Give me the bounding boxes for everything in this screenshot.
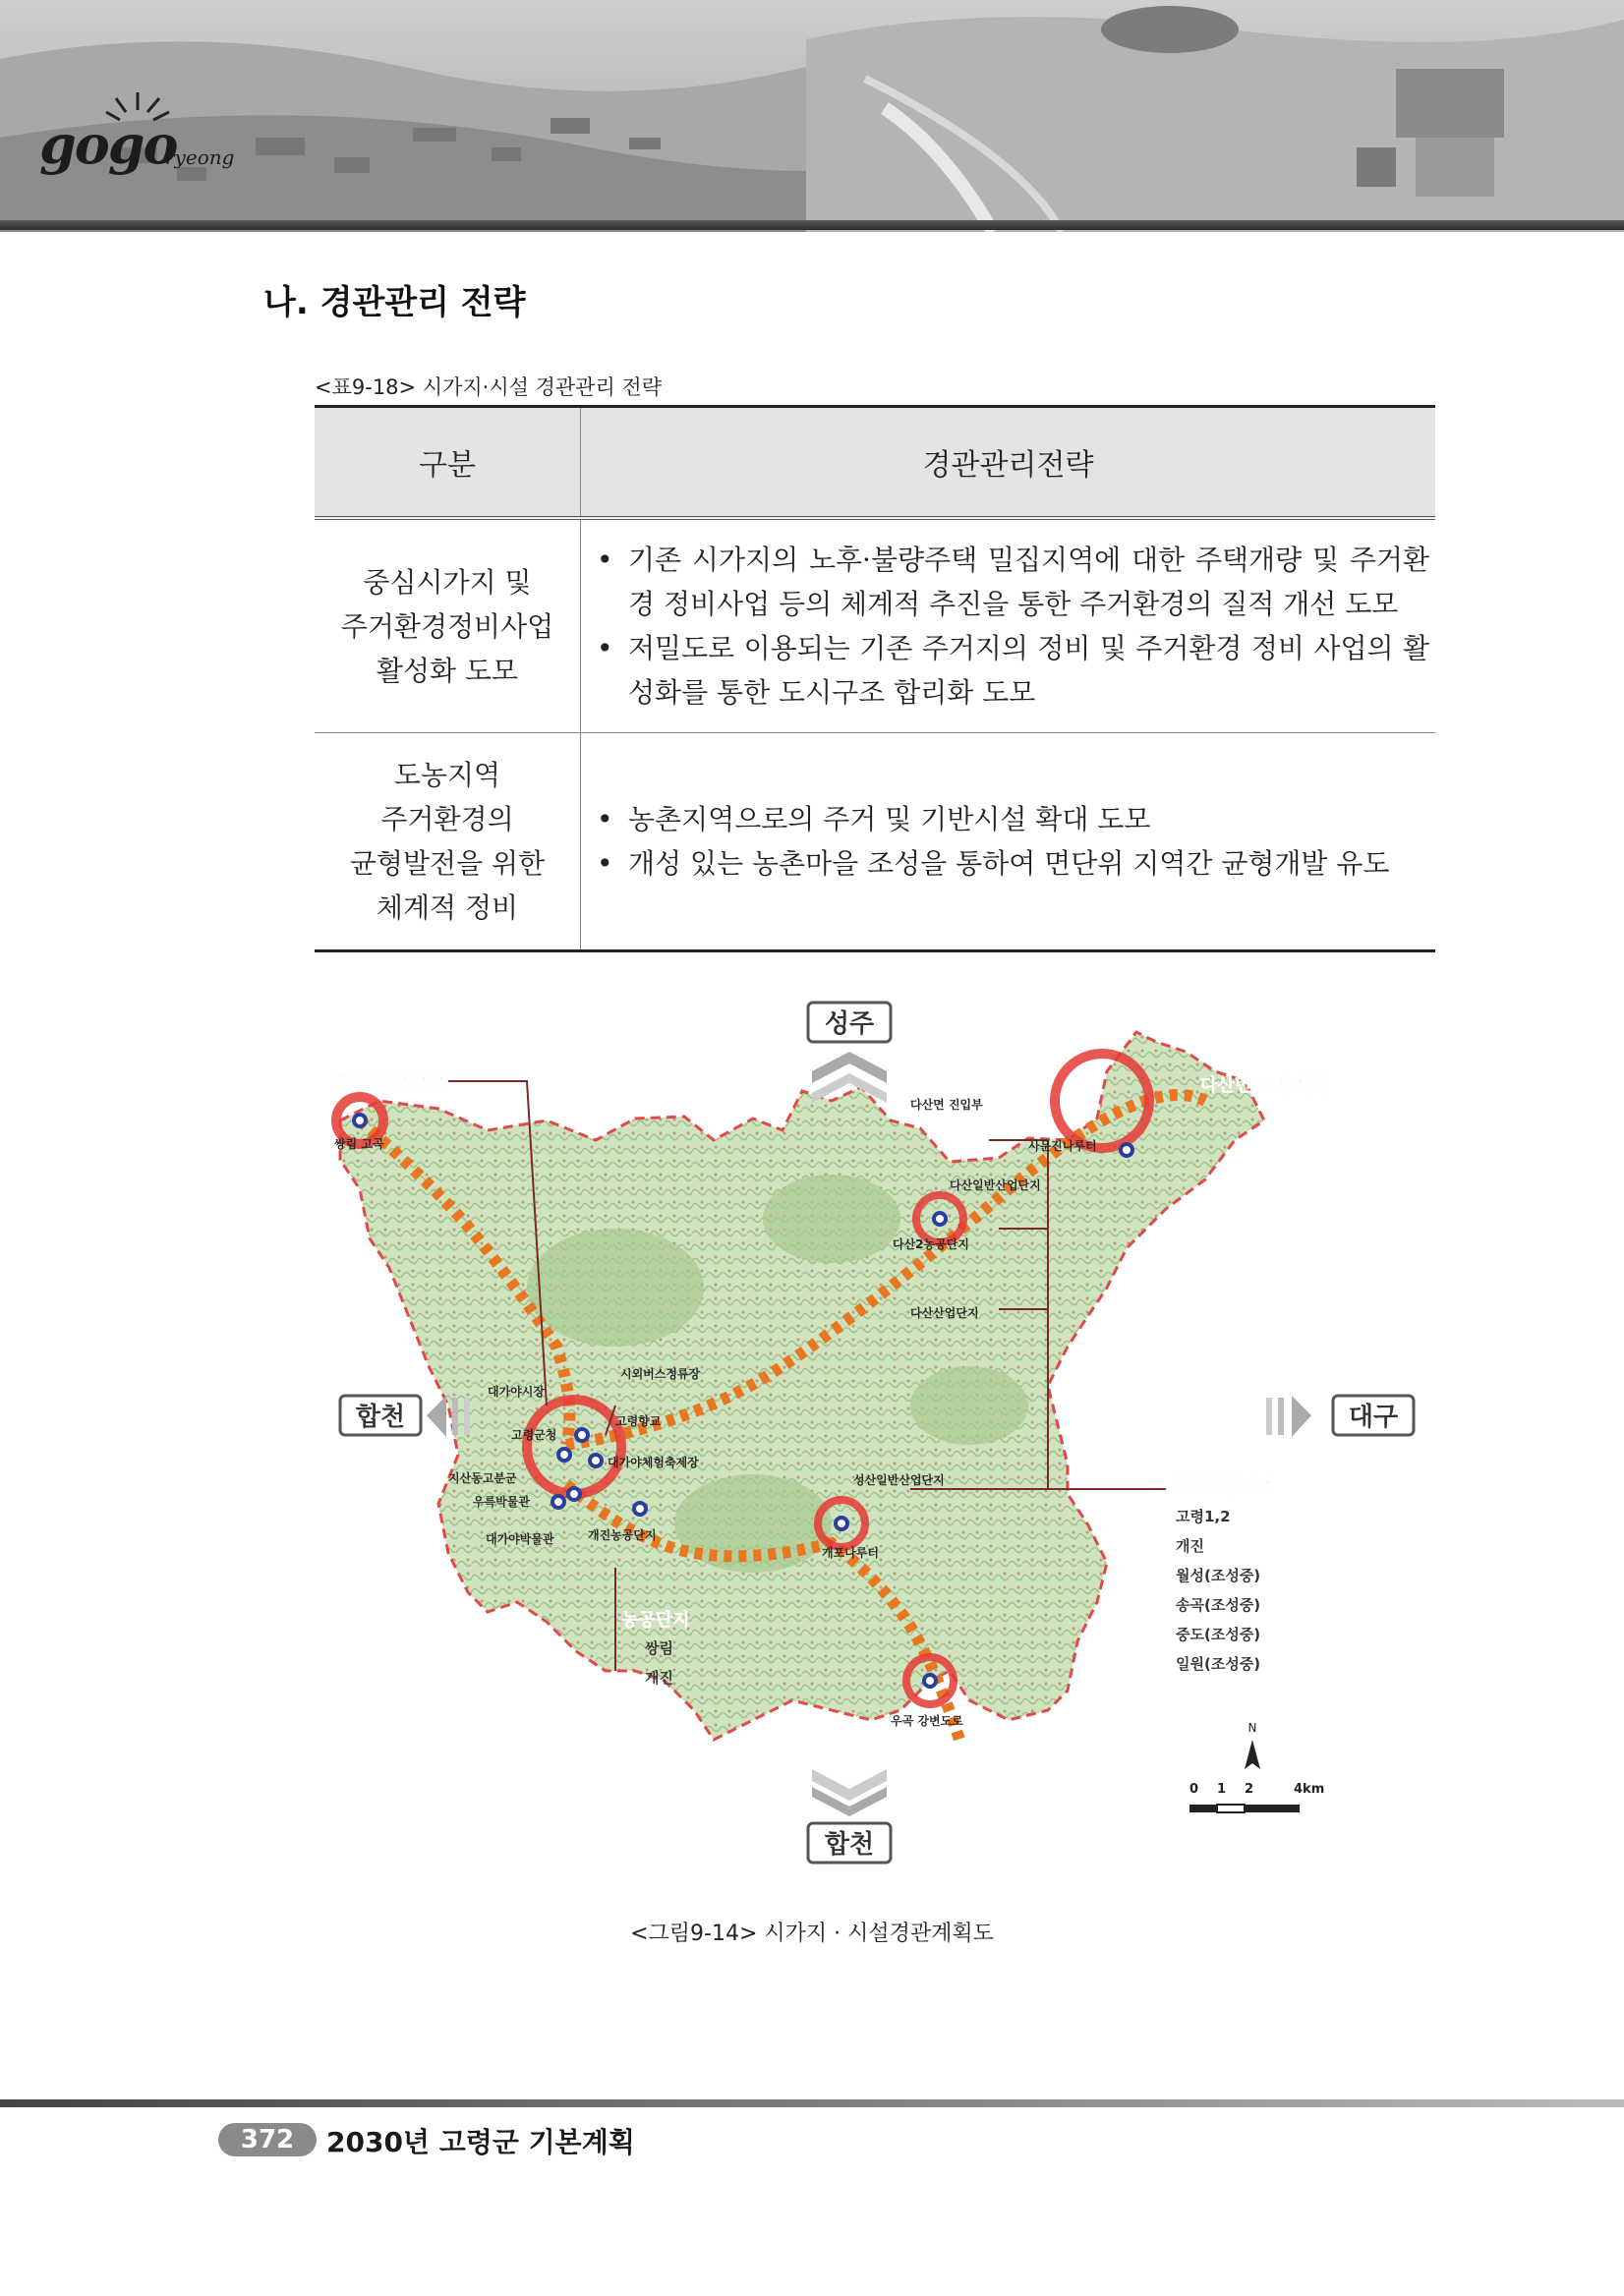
row-category xyxy=(315,733,581,951)
direction-north-label: 성주 xyxy=(824,1009,875,1039)
section-title: 나. 경관관리 전략 xyxy=(263,283,526,322)
label-ssangnim: 쌍림 고곡 xyxy=(334,1137,384,1151)
direction-east xyxy=(1266,1396,1414,1437)
label-ugok: 우곡 강변도로 xyxy=(891,1714,963,1728)
label-dasan: 다산면 도시지역 xyxy=(1200,1075,1326,1096)
label-dasan-ind: 다산일반산업단지 xyxy=(950,1178,1041,1192)
industrial-item: 고령1,2 xyxy=(1176,1508,1231,1525)
table-caption: <표9-18> 시가지·시설 경관관리 전략 xyxy=(315,375,662,399)
north-label: N xyxy=(1247,1721,1257,1735)
label-market: 대가야시장 xyxy=(488,1385,545,1399)
header-banner xyxy=(0,0,1624,232)
industrial-item: 중도(조성중) xyxy=(1176,1626,1261,1643)
category-line: 체계적 정비 xyxy=(376,891,519,924)
header-rule xyxy=(0,220,1624,230)
industrial-item: 월성(조성중) xyxy=(1176,1567,1261,1584)
label-county-office: 고령군청 xyxy=(511,1428,557,1442)
label-samunjin: 사문진나루터 xyxy=(1028,1139,1097,1153)
label-museum: 대가야박물관 xyxy=(486,1532,554,1546)
strategy-bullet: • 저밀도로 이용되는 기존 주거지의 정비 및 주거환경 정비 사업의 활성화를 통한 도시구조 합리화 도모 xyxy=(591,626,1429,715)
label-dasan-complex: 다산산업단지 xyxy=(910,1306,979,1320)
figure-caption: <그림9-14> 시가지 · 시설경관계획도 xyxy=(630,1922,994,1946)
table-row xyxy=(315,733,1435,951)
strategy-table xyxy=(315,405,1435,952)
label-industrial-complex: 일반산업단지 xyxy=(1174,1476,1277,1497)
direction-south xyxy=(808,1769,891,1863)
label-goryeong-center: 고령중심시가지 xyxy=(330,1073,450,1094)
footer-title: 2030년 고령군 기본계획 xyxy=(326,2126,635,2158)
strategy-bullet: • 개성 있는 농촌마을 조성을 통하여 면단위 지역간 균형개발 유도 xyxy=(591,841,1429,886)
logo-text: gogo xyxy=(39,113,177,176)
scale-tick: 1 xyxy=(1217,1782,1227,1797)
industrial-item: 송곡(조성중) xyxy=(1176,1596,1261,1614)
agri-item: 개진 xyxy=(645,1669,673,1687)
category-line: 활성화 도모 xyxy=(376,654,519,687)
category-line: 도농지역 xyxy=(393,759,501,791)
row-strategy xyxy=(581,733,1436,951)
category-line: 중심시가지 및 xyxy=(363,565,532,599)
category-line: 주거환경의 xyxy=(380,803,514,835)
category-line: 균형발전을 위한 xyxy=(349,847,546,880)
industrial-item: 개진 xyxy=(1176,1537,1204,1555)
row-category xyxy=(315,518,581,733)
label-festival: 대가야체험축제장 xyxy=(608,1456,699,1469)
label-agri-complex: 농공단지 xyxy=(621,1610,690,1631)
label-hyanggyo: 고령향교 xyxy=(615,1414,662,1428)
direction-west-label: 합천 xyxy=(355,1403,406,1432)
row-strategy xyxy=(581,518,1436,733)
table-row xyxy=(315,518,1435,733)
logo-subtext: ryeong xyxy=(165,145,235,169)
scale-tick: 0 xyxy=(1189,1782,1199,1797)
label-gaepo: 개포나루터 xyxy=(822,1546,879,1560)
label-dasan-gate: 다산면 진입부 xyxy=(910,1098,983,1112)
strategy-bullet: • 기존 시가지의 노후·불량주택 밀집지역에 대한 주택개량 및 주거환경 정비사업 등의 체계적 추진을 통한 주거환경의 질적 개선 도모 xyxy=(591,538,1429,626)
industrial-list xyxy=(1175,1508,1260,1673)
north-arrow-icon xyxy=(1245,1721,1260,1769)
header-strategy: 경관관리전략 xyxy=(581,407,1436,519)
label-gaejin: 개진농공단지 xyxy=(588,1528,657,1542)
footer-rule xyxy=(0,2099,1624,2107)
direction-east-label: 대구 xyxy=(1348,1403,1399,1432)
industrial-item: 일원(조성중) xyxy=(1176,1655,1261,1673)
scale-tick: 2 xyxy=(1245,1782,1254,1797)
direction-north xyxy=(808,1003,891,1103)
category-line: 주거환경정비사업 xyxy=(340,609,554,643)
table-header-row xyxy=(315,407,1435,519)
scale-tick: 4km xyxy=(1294,1782,1325,1797)
label-tombs: 지산동고분군 xyxy=(448,1471,517,1485)
label-seongsan: 성산일반산업단지 xyxy=(853,1473,945,1487)
direction-south-label: 합천 xyxy=(824,1830,875,1860)
header-category: 구분 xyxy=(315,407,581,519)
scale-bar xyxy=(1189,1782,1324,1812)
page-number: 372 xyxy=(218,2123,317,2156)
label-ureuk: 우륵박물관 xyxy=(473,1495,530,1509)
agri-item: 쌍림 xyxy=(645,1639,673,1657)
label-bus-terminal: 시외버스정류장 xyxy=(620,1367,701,1381)
landscape-plan-map xyxy=(320,993,1431,1877)
map-svg xyxy=(320,993,1431,1877)
strategy-bullet: • 농촌지역으로의 주거 및 기반시설 확대 도모 xyxy=(591,797,1429,841)
header-aerial-photo xyxy=(0,0,1624,232)
label-dasan2: 다산2농공단지 xyxy=(893,1237,969,1251)
